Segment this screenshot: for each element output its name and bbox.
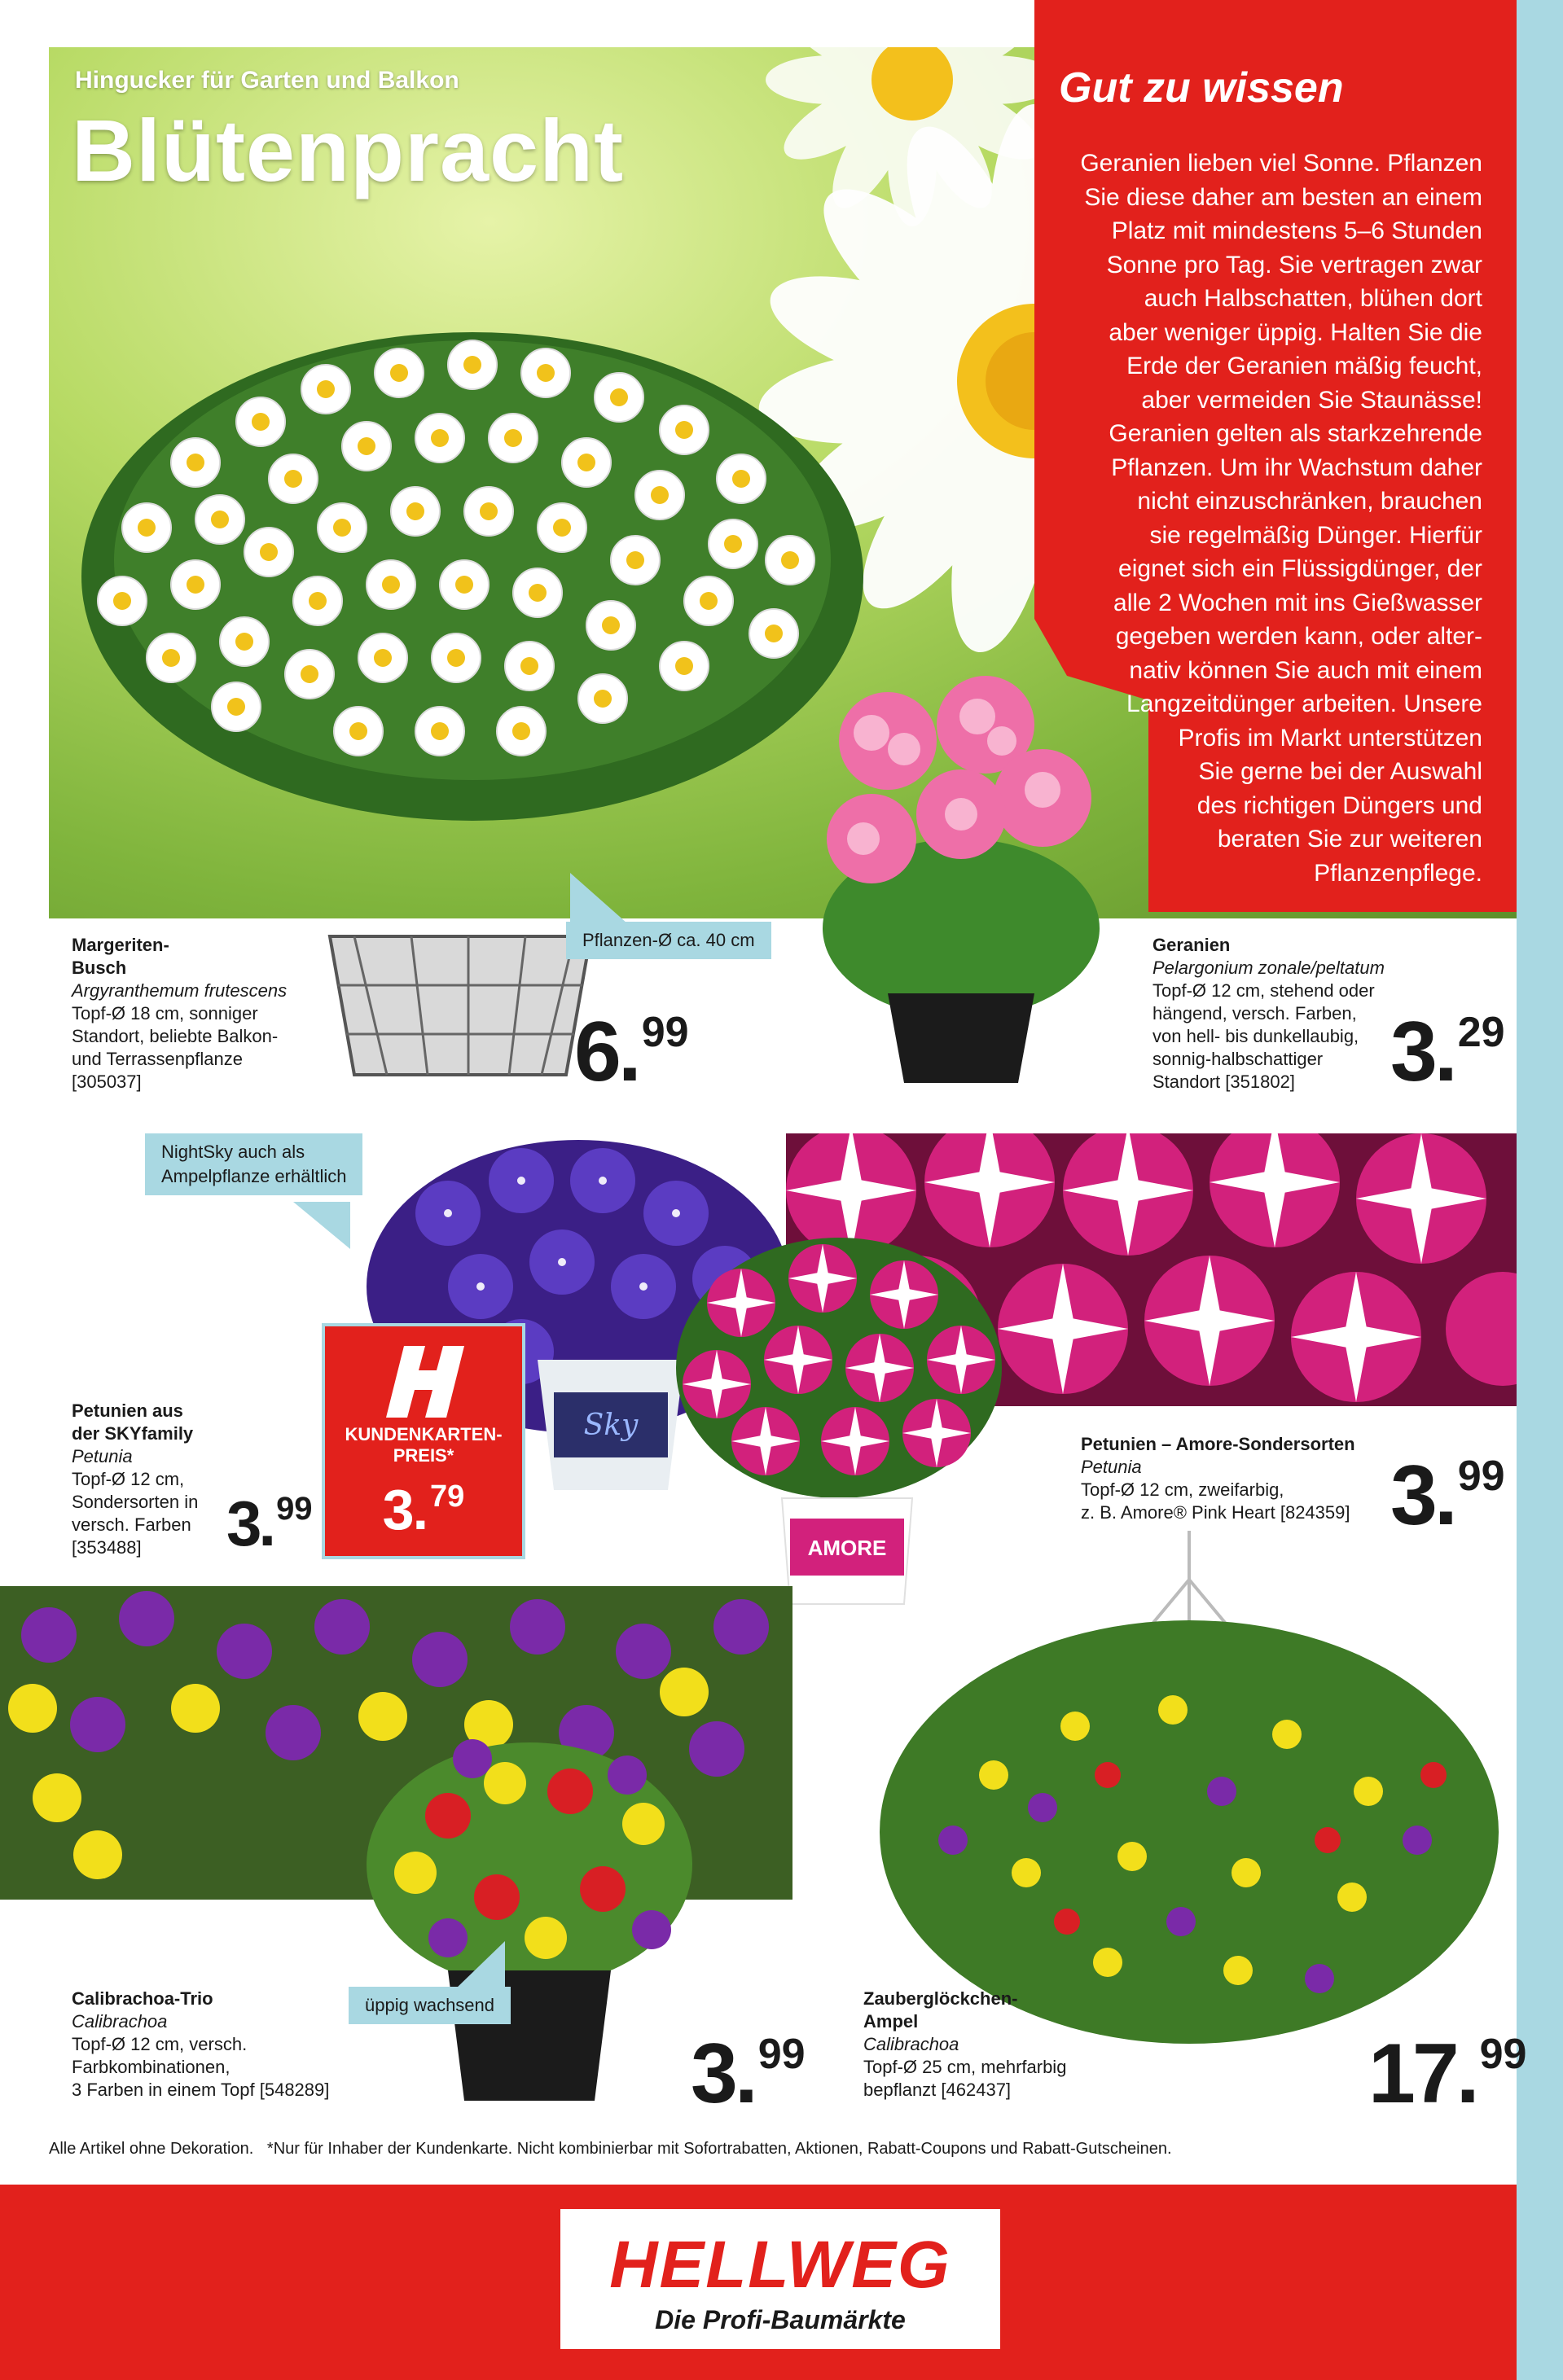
price-separator: . — [1433, 1449, 1455, 1543]
margeriten-latin: Argyranthemum frutescens — [72, 980, 288, 1001]
customer-card-price — [325, 1477, 522, 1542]
callout-pointer — [293, 1202, 350, 1249]
calibrachoa-trio-price — [691, 2027, 806, 2121]
zauberglocken-price — [1368, 2027, 1527, 2121]
info-text: Geranien lieben viel Sonne. Pflanzen Sie diese daher am besten an einem Platz mit mindestens 5–6 Stunden Sonne pro Tag. Sie vertragen zwar auch Halbschatten, blühen dort aber weniger üppig. Halten Sie die Erde der Geranien mäßig feucht, aber vermeiden Sie Staunässe! Geranien gelten als starkzehrende Pflanzen. Um ihr Wachstum daher nicht einzuschränken, brauchen sie regelmäßig Dünger. Hierfür eignet sich ein Flüssigdünger, der alle 2 Wochen mit ins Gießwasser gegeben werden kann, oder alter- nativ können Sie auch mit einem Langzeitdünger arbeiten. Unsere Profis im Markt unterstützen Sie gerne bei der Auswahl des richtigen Düngers und beraten Sie zur weiteren Pflanzenpflege. — [1080, 150, 1482, 887]
hellweg-logo[interactable] — [560, 2209, 1000, 2349]
geranium-plant-image — [798, 668, 1124, 1091]
geranien-name: Geranien — [1152, 935, 1231, 955]
price-main: 3 — [226, 1488, 259, 1559]
info-title: Gut zu wissen — [1059, 64, 1344, 112]
price-cents: 29 — [1457, 1009, 1505, 1056]
zauberglocken-name: Zauberglöckchen- Ampel — [863, 1988, 1018, 2032]
price-separator: . — [617, 1005, 639, 1099]
price-main: 17 — [1368, 2027, 1456, 2121]
calibrachoa-trio-description: Topf-Ø 12 cm, versch. Farbkombinationen, 3 Farben in einem Topf [548289] — [72, 2034, 330, 2100]
price-separator: . — [1455, 2027, 1477, 2121]
price-main: 3 — [691, 2027, 735, 2121]
price-main: 6 — [574, 1005, 618, 1099]
price-cents: 99 — [757, 2031, 806, 2078]
petunien-amore-name: Petunien – Amore-Sondersorten — [1081, 1434, 1355, 1454]
petunien-amore-description: Topf-Ø 12 cm, zweifarbig, z. B. Amore® Pink Heart [824359] — [1081, 1479, 1350, 1523]
hellweg-h-logo-icon — [386, 1346, 468, 1418]
zauberglocken-latin: Calibrachoa — [863, 2034, 959, 2054]
price-cents: 99 — [641, 1009, 689, 1056]
calibrachoa-trio-plant-image — [358, 1726, 700, 2109]
price-cents: 99 — [1457, 1453, 1505, 1500]
price-separator: . — [1433, 1005, 1455, 1099]
price-cents: 99 — [1479, 2031, 1527, 2078]
petunien-amore-latin: Petunia — [1081, 1457, 1142, 1477]
geranien-description: Topf-Ø 12 cm, stehend oder hängend, versch. Farben, von hell- bis dunkellaubig, sonnig-halbschattiger Standort [351802] — [1152, 980, 1375, 1092]
price-separator: . — [258, 1488, 274, 1559]
calibrachoa-trio-name: Calibrachoa-Trio — [72, 1988, 213, 2009]
margeriten-price — [574, 1005, 689, 1099]
petunien-sky-latin: Petunia — [72, 1446, 133, 1466]
plant-diameter-callout: Pflanzen-Ø ca. 40 cm — [566, 922, 771, 959]
price-main: 3 — [382, 1478, 413, 1541]
calibrachoa-trio-latin: Calibrachoa — [72, 2011, 168, 2032]
geranien-latin: Pelargonium zonale/peltatum — [1152, 958, 1385, 978]
callout-pointer — [456, 1941, 505, 1988]
petunien-sky-name: Petunien aus der SKYfamily — [72, 1400, 194, 1444]
price-main: 3 — [1390, 1449, 1434, 1543]
callout-pointer — [570, 873, 627, 923]
logo-tagline: Die Profi-Baumärkte — [655, 2305, 906, 2334]
amore-pot-label: AMORE — [807, 1536, 887, 1560]
petunien-sky-description: Topf-Ø 12 cm, Sondersorten in versch. Farben [353488] — [72, 1469, 199, 1558]
zauberglocken-description: Topf-Ø 25 cm, mehrfarbig bepflanzt [462437] — [863, 2057, 1067, 2100]
nightsky-callout: NightSky auch als Ampelpflanze erhältlich — [145, 1133, 362, 1195]
hero-headline: Blütenpracht — [72, 101, 625, 199]
margeriten-name: Margeriten- Busch — [72, 935, 169, 978]
customer-card-price-badge — [322, 1323, 525, 1559]
price-main: 3 — [1390, 1005, 1434, 1099]
margeriten-plant-image — [49, 316, 912, 918]
footnote: Alle Artikel ohne Dekoration. *Nur für Inhaber der Kundenkarte. Nicht kombinierbar mit Sofortrabatten, Aktionen, Rabatt-Coupons und Rabatt-Gutscheinen. — [49, 2140, 1172, 2158]
wire-basket-image — [322, 920, 599, 1083]
growth-callout: üppig wachsend — [349, 1987, 511, 2024]
customer-card-label: KUNDENKARTEN- PREIS* — [345, 1424, 503, 1466]
price-separator: . — [412, 1478, 428, 1541]
price-cents: 99 — [276, 1491, 313, 1527]
logo-brand: HELLWEG — [609, 2228, 951, 2302]
sky-pot-label: Sky — [583, 1409, 639, 1442]
hero-kicker: Hingucker für Garten und Balkon — [75, 67, 459, 94]
margeriten-description: Topf-Ø 18 cm, sonniger Standort, beliebte Balkon- und Terrassenpflanze [305037] — [72, 1003, 279, 1092]
price-separator: . — [734, 2027, 755, 2121]
petunien-sky-price — [226, 1488, 313, 1559]
daisy-background-image — [766, 47, 1059, 226]
price-cents: 79 — [430, 1479, 465, 1514]
petunien-amore-price — [1390, 1449, 1505, 1543]
geranien-price — [1390, 1005, 1505, 1099]
